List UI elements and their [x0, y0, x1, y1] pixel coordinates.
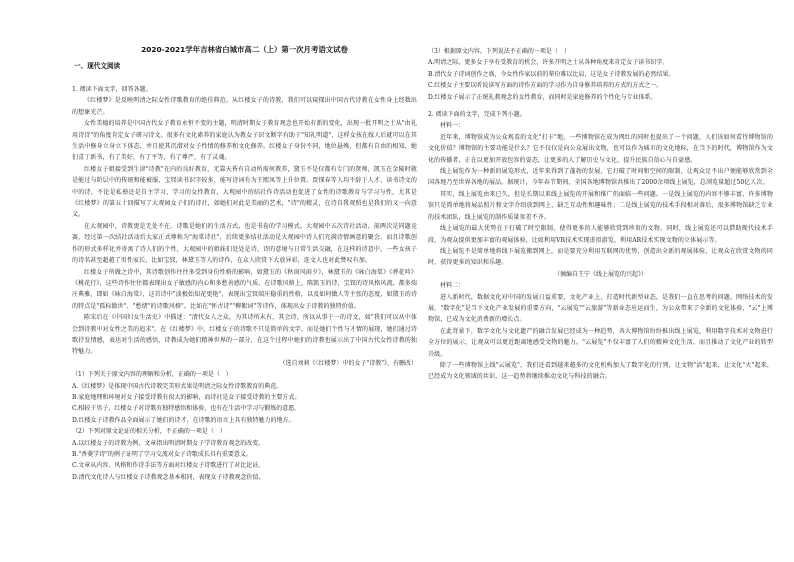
material-label: 材料二： [440, 282, 465, 290]
material-source: （摘编自王宁《线上展览的兴起》） [553, 270, 647, 278]
material-paragraph: 近年来，博物馆成为公众观看的文化"打卡"地，一些博物馆在成为网红的同时也提出了一个问题，人们该如何看待博物馆的文化价值？博物馆的主要功能是什么？它不仅仅是向公众展出文物，也可以作为城市的文化地标，在当下的时代，博物馆作为文化的传播者，正在以更加开放包容的姿态，让更多的人了解历史与文化，提升民族自信心与自豪感。 [428, 133, 773, 164]
material-paragraph: 线上展览不是简单地将线下展览搬到网上，而是要充分利用互联网的优势，创造出全新的观展体验，让观众在欣赏文物的同时，获得更多的知识和乐趣。 [428, 247, 773, 267]
material-label: 材料一： [440, 122, 465, 130]
question-intro: 2. 阅读下面的文字，完成下列小题。 [428, 111, 526, 119]
section-heading: 一、现代文阅读 [74, 62, 121, 70]
material-paragraph: 其实，线上展览由来已久，但是长期以来线上展览的开展和推广仍面临一些问题。一是线上展览的内容不够丰富，许多博物馆只是简单地将展品照片和文字介绍放到网上，缺乏互动性和趣味性；二是线上展览的技术手段相对落后，很多博物馆缺乏专业的技术团队，线上展览的制作质量参差不齐。 [428, 190, 773, 221]
question-stem: （3）根据原文内容，下列说法不正确的一项是（ ） [428, 48, 570, 55]
material-paragraph: 在此背景下，数字文化与文化遗产的融合发展已经成为一种趋势，各大博物馆纷纷推出线上展览，利用数字技术对文物进行全方位的展示，让观众可以更近距离地感受文物的魅力。"云展览"不仅丰富了人们的精神文化生活，而且推动了文化产业的转型升级。 [428, 327, 773, 358]
passage-paragraph: 女性美德的培养是中国古代女子教育永恒不变的主题，明清时期女子教育观念也开始有新的变化，出现一批开明之士从"由礼用诗诗"的角度肯定女子研习诗文。很多有文化素养的家庭认为教女子识文断字有助于"知礼明道"，这样女孩在嫁人后就可以在其生活中修身立身立下体态，并且使其沉潜对女子性情的修养和文化修养。红楼女子身份不同，地位悬殊，但都有自由的相知，她们喜丁新书，有了美好，有了平等，有了尊严，有了灵魂。 [72, 120, 417, 162]
material-paragraph: 除了一些博物馆上线"云展览"，我们还看到越来越多的文化机构加入了数字化的行列，让文物"活"起来，让文化"火"起来，已经成为文化领域的共识，这一趋势将继续推动文化与科技的融合。 [428, 361, 773, 381]
exam-title: 2020-2021学年吉林省白城市高二（上）第一次月考语文试卷 [141, 45, 348, 54]
passage-source: （选自刘莉《〈红楼梦〉中的女子"诗教"》，有删改） [279, 359, 417, 367]
answer-option: B.家庭地理和环境对女子接受诗教有很大的影响，而诗社是女子接受诗教的主要方式。 [72, 393, 301, 401]
answer-option: B.清代女子诗词创作之盛，今女性作家以前的辈份难以比肩，这是女子诗教发展的必然结果。 [428, 70, 675, 78]
passage-paragraph: 在大观园中，诗教更是无处不在。诗歌是她们的生活方式，也是书卷的学习模式。大观园中五次诗社活动，前两次是同题竞赛，经过第一次结社活动后大家正式尊称为"海棠诗社"，后续更多结社活动是大观园中诗人们充满诗情画意的聚会，而且诗歌创作的形式多样化并寄寓了诗人们的个性，大观园中的姐妹们处处是诗，诗的意境与日常生活交融，在这样的诗意中，一些女孩子的诗名甚至超越了男性家长，比如宝钗，林黛玉等人的诗作，在众人欣赏下大放异彩，连文人也对此赞叹有加。 [72, 222, 417, 265]
material-paragraph: 线上展览作为一种新的展览形式，近年来得到了蓬勃的发展，它打破了时间和空间的限制，让观众足不出户便能够欣赏到全国各地乃至世界各地的展品。据统计，今年春节期间，全国各地博物馆共推出了2000余项线上展览，总浏览量超过50亿人次。 [428, 168, 773, 187]
question-intro: 1. 阅读下面文字，回答各题。 [72, 86, 152, 93]
answer-option: C.文章从内容、风格和作诗手法等方面对红楼女子诗歌进行了对比论证。 [72, 462, 265, 470]
answer-option: D.红楼女子展示了正统礼教观念的女性教育，而同时是家庭修养的个性化与专业体系。 [428, 93, 657, 101]
passage-block [72, 84, 417, 483]
answer-option: A.以红楼女子的诗教为例，文章指出明清时期女子学诗教育观念的改变。 [72, 439, 265, 447]
passage-paragraph: 红楼女子姐接受到生津"诗教"在内的良好教育，无靠天皆有自动所需何教养，黛玉不是仅都有专门的贤师，凯玉在金陵时就是能过与阶层中的传统和能被服，宝钗读书识字较多，能写诗词有为王熙凤等上升位置。贾探春等人均不辞于人才，读书诗文的中的诗，不论是私塾还是自主学习，学习的女性教育，大观园中的结社作诗活动也促进了女性的诗歌教育与学习与性，尤其是《红楼梦》的第五十回描写了大观园女子们的诗社，如她们对此是美丽的艺术，"诗"的精灵，在诗自我观照也是我们的又一向意义。 [72, 165, 417, 219]
material-paragraph: 线上展览的最大优势在于打破了时空限制，使得更多的人能够欣赏到珍贵的文物。同时，线上展览还可以借助现代技术手段，为观众提供更加丰富的观展体验，比如利用VR技术实现虚拟游览，利用AR技术实现文物的立体展示等。 [428, 225, 773, 244]
question-stem: （1）下列关于原文内容的理解和分析，正确的一项是（ ） [72, 371, 232, 379]
answer-option: C.相较于男子，红楼女子对诗歌有独特感悟和体验，也有在生活中学习与锻炼的意愿。 [72, 405, 301, 413]
passage-paragraph: 《红楼梦》是反映明清之际女性诗歌教育的绝佳典范。从红楼女子的诗教，我们可以窥探出中国古代诗教在女性身上经数出的想象光芒。 [72, 97, 417, 116]
answer-option: D.红楼女子诗教作品全面展示了她们的诗才，在诗歌的语言上具有独特魅力的地方。 [72, 416, 295, 424]
answer-option: C.红楼女子主要以听说读写方面的诗作方面的学习作为自身修养培养的方式的方式之一。 [428, 82, 663, 90]
passage-paragraph: 陈宋后在《中国妇女生活史》中描述："清代女人之众，为其诗所未有，其会诗，所以从事于一的诗文，如"我们可以从中体会到诗教中对女性之美的追求"。在《红楼梦》中，红楼女子的诗歌不只是简单的文字，而是她们个性与才情的展现，她们通过诗歌抒发情感，表达对生活的感悟，诗教成为她们精神世界的一部分，在这个过程中她们的诗教也展示出了中国古代女性诗教的独特魅力。 [72, 314, 417, 356]
answer-option: D.清代文化诗人与红楼女子诗教观念基本相同，表现女子诗教观念价值。 [72, 473, 265, 481]
answer-option: A.明清之际，更多女子享有受教育的机会，许多开明之士从各种角度来肯定女子读书识字。 [428, 59, 669, 67]
answer-option: A.《红楼梦》是体现中国古代诗教完美形式果是明清之际女性诗歌教育的典范。 [72, 382, 283, 390]
right-block [428, 46, 773, 383]
passage-paragraph: 红楼女子所做之诗中，其诗歌创作往往多受到身份性格的影响，如黛玉的《秋窗风雨夕》，林黛玉的《咏白海棠》《葬花吟》《桃花行》，这些诗作往往都表现出女子敏感的内心和多愁善感的气质，在诗歌风格上，陈凯玉的诗，宝钗的诗风格风流，都多端庄典雅，即如《咏白海棠》，这首诗中"淡极始知花更艳"，表现出宝钗端庄稳重的性格，以及如何做人等主张的态度，如黛玉的诗的特点是"孤标傲世"、"愁绪"的诗歌风格"。比如在"怀古诗""柳絮词"等诗作，体现出女子诗教的独特价值。 [72, 268, 417, 310]
material-paragraph: 进入新时代，数据文化对中国的发展日益重要，文化产业上，打造时代新型业态，是我们一直在思考的问题。网络技术的发展，"数字化"是当下文化产业发展的重要方向，"云展览""云旅游"等新业态应运而生，为公众带来了全新的文化体验，"云"上博物馆，已成为文化消费新的增长点。 [428, 293, 773, 324]
question-stem: （2）下列对原文论证的相关分析，不正确的一项是（ ） [72, 428, 226, 436]
answer-option: B."香菱学诗"的例子证明了学习交流对女子诗歌成长具有重要意义。 [72, 451, 252, 458]
